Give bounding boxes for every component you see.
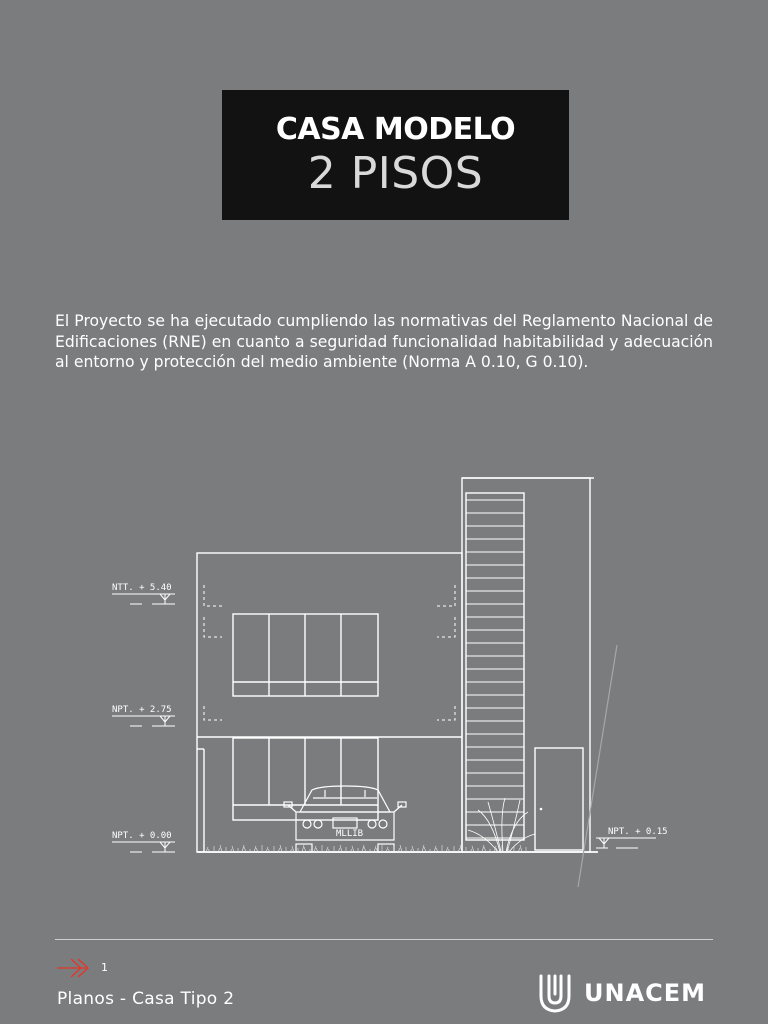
tower-slats xyxy=(466,500,524,838)
grass xyxy=(206,845,526,852)
grass-blade xyxy=(302,845,304,852)
unacem-logo xyxy=(536,972,726,1014)
grass-blade xyxy=(220,845,222,852)
grass-blade xyxy=(482,845,484,852)
title-line-2: 2 PISOS xyxy=(307,148,484,199)
unacem-shield-icon xyxy=(536,972,574,1014)
grass-blade xyxy=(242,845,244,852)
house-elevation-drawing xyxy=(0,470,768,900)
level-label-npt-275: NPT. + 2.75 xyxy=(112,705,172,715)
title-line-1: CASA MODELO xyxy=(275,112,516,147)
project-description: El Proyecto se ha ejecutado cumpliendo las normativas del Reglamento Nacional de Edificaciones (RNE) en cuanto a seguridad funcionalidad habitabilidad y adecuación al entorno y protección del medio ambiente (Norma A 0.10, G 0.10). xyxy=(55,312,713,371)
grass-blade xyxy=(280,845,282,852)
double-chevron-arrow-icon xyxy=(55,957,91,979)
car-plate: MLLIB xyxy=(336,829,364,839)
level-label-npt-000: NPT. + 0.00 xyxy=(112,831,172,841)
level-label-ntt-540: NTT. + 5.40 xyxy=(112,583,172,593)
page-number: 1 xyxy=(101,961,108,974)
tower-door xyxy=(535,748,583,850)
title-box xyxy=(222,90,569,220)
grass-blade xyxy=(340,845,342,852)
car xyxy=(284,786,406,852)
document-name: Planos - Casa Tipo 2 xyxy=(57,989,235,1009)
grass-blade xyxy=(422,845,424,852)
brand-name: UNACEM xyxy=(584,979,707,1007)
level-label-npt-015: NPT. + 0.15 xyxy=(608,827,668,837)
footer-divider xyxy=(55,939,713,940)
tower xyxy=(462,478,590,852)
grass-blade xyxy=(400,845,402,852)
grass-blade xyxy=(362,845,364,852)
grass-blade xyxy=(520,845,522,852)
tower-slats-frame xyxy=(466,493,524,840)
house-body xyxy=(197,553,462,852)
